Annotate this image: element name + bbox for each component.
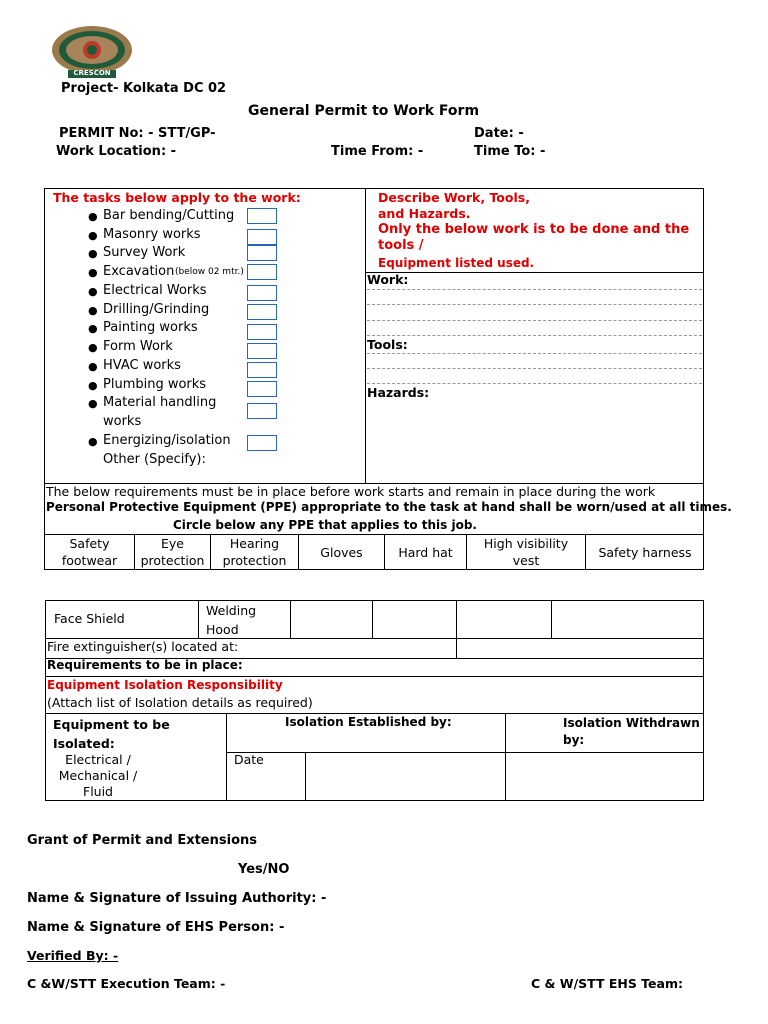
ppe-safety-harness[interactable]: [586, 534, 704, 570]
face-shield[interactable]: Face Shield: [54, 611, 125, 626]
logo-text: CRESCON: [73, 69, 111, 77]
equipment-label: Equipment to be Isolated:: [53, 717, 170, 751]
project-label: Project- Kolkata DC 02: [61, 81, 227, 96]
tools-label: Tools:: [367, 337, 408, 352]
task-item: Form Work: [103, 339, 173, 354]
describe-line: tools /: [378, 238, 424, 253]
requirements-label: Requirements to be in place:: [47, 658, 243, 672]
isolation-withdrawn-label: Isolation Withdrawn by:: [563, 716, 700, 747]
ppe-gloves[interactable]: [299, 534, 384, 570]
grant-heading: Grant of Permit and Extensions: [27, 833, 257, 848]
task-item: HVAC works: [103, 358, 181, 373]
date-field: Date: -: [474, 126, 524, 141]
isolation-heading: Equipment Isolation Responsibility: [47, 678, 283, 692]
task-checkbox[interactable]: [247, 264, 277, 280]
ppe-label: Gloves: [320, 544, 363, 560]
ppe-safety-footwear[interactable]: [45, 534, 134, 570]
describe-line: Only the below work is to be done and the: [378, 222, 690, 237]
ppe-label: Hard hat: [398, 544, 453, 560]
task-item: Excavation: [103, 264, 175, 279]
describe-line: Describe Work, Tools,: [378, 190, 530, 205]
work-label: Work:: [367, 272, 409, 287]
form-title: General Permit to Work Form: [248, 103, 480, 119]
ppe-circle-note: Circle below any PPE that applies to this job.: [173, 518, 477, 532]
task-checkbox[interactable]: [247, 324, 277, 340]
ppe-label: Eye protection: [140, 536, 205, 568]
ppe-eye-protection[interactable]: [135, 534, 210, 570]
isolation-established-label: Isolation Established by:: [285, 715, 452, 729]
task-item: Other (Specify):: [103, 452, 206, 467]
task-item: Plumbing works: [103, 377, 207, 392]
isolation-date-label: Date: [234, 752, 264, 767]
task-checkbox[interactable]: [247, 245, 277, 261]
ppe-hard-hat[interactable]: [385, 534, 466, 570]
task-checkbox[interactable]: [247, 229, 277, 245]
tasks-heading: The tasks below apply to the work:: [53, 190, 301, 205]
issuing-authority: Name & Signature of Issuing Authority: -: [27, 891, 327, 906]
task-item: Energizing/isolation: [103, 433, 231, 448]
task-checkbox[interactable]: [247, 304, 277, 320]
task-item: Painting works: [103, 320, 198, 335]
task-item: Drilling/Grinding: [103, 302, 210, 317]
task-checkbox[interactable]: [247, 343, 277, 359]
task-item: Material handling: [103, 395, 217, 410]
ppe-label: Safety footwear: [61, 536, 118, 568]
verified-by: Verified By: -: [27, 948, 119, 963]
task-checkbox[interactable]: [247, 435, 277, 451]
ppe-label: Hearing protection: [222, 536, 287, 568]
requirements-note: The below requirements must be in place before work starts and remain in place during the work: [46, 484, 656, 499]
task-item: Bar bending/Cutting: [103, 208, 235, 223]
task-checkbox[interactable]: [247, 208, 277, 224]
time-to: Time To: -: [474, 144, 546, 159]
hazards-label: Hazards:: [367, 385, 430, 400]
time-from: Time From: -: [331, 144, 424, 159]
ehs-person: Name & Signature of EHS Person: -: [27, 920, 285, 935]
fire-extinguisher-label: Fire extinguisher(s) located at:: [47, 639, 239, 654]
welding-hood[interactable]: Welding Hood: [206, 603, 257, 637]
task-checkbox[interactable]: [247, 381, 277, 397]
task-item: Electrical Works: [103, 283, 207, 298]
yes-no: Yes/NO: [238, 862, 290, 877]
work-location: Work Location: -: [56, 144, 177, 159]
task-checkbox[interactable]: [247, 285, 277, 301]
permit-no: PERMIT No: - STT/GP-: [59, 126, 216, 141]
isolation-types: Electrical / Mechanical / Fluid: [58, 752, 138, 799]
isolation-attach-note: (Attach list of Isolation details as required): [47, 695, 313, 710]
describe-line: Equipment listed used.: [378, 256, 535, 270]
ppe-label: Safety harness: [598, 544, 692, 560]
task-note: (below 02 mtr.): [175, 267, 244, 277]
ppe-note: Personal Protective Equipment (PPE) appropriate to the task at hand shall be worn/used at all times.: [46, 500, 732, 514]
ehs-team: C & W/STT EHS Team:: [531, 976, 683, 991]
task-item: works: [103, 414, 142, 429]
describe-line: and Hazards.: [378, 206, 471, 221]
ppe-hearing-protection[interactable]: [211, 534, 298, 570]
task-item: Masonry works: [103, 227, 201, 242]
ppe-label: High visibility vest: [483, 536, 569, 568]
execution-team: C &W/STT Execution Team: -: [27, 976, 226, 991]
task-checkbox[interactable]: [247, 403, 277, 419]
task-checkbox[interactable]: [247, 362, 277, 378]
task-item: Survey Work: [103, 245, 186, 260]
company-logo: [48, 22, 136, 78]
ppe-high-visibility-vest[interactable]: [467, 534, 585, 570]
